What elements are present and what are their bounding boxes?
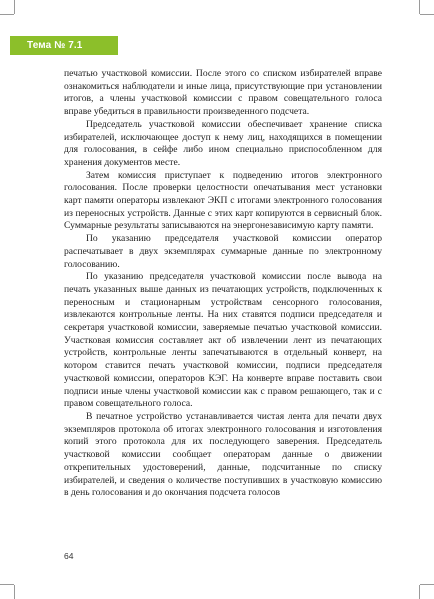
crop-mark <box>419 585 420 599</box>
crop-mark <box>14 0 15 14</box>
crop-mark <box>419 0 420 14</box>
paragraph: По указанию председателя участковой комиссии после вывода на печать указанных выше данных из печатающих устройств, подключенных к переносным и стационарным устройствам сенсорного голосования, извлекаются контрольные ленты. На них ставятся подписи председателя и секретаря участковой комиссии, заверяемые печатью участковой комиссии. Участковая комиссия составляет акт об извлечении лент из печатающих устройств, контрольные ленты запечатываются в отдельный конверт, на котором ставится печать участковой комиссии, подписи председателя участковой комиссии, операторов КЭГ. На конверте вправе поставить свои подписи иные члены участковой комиссии как с правом решающего, так и с правом совещательного голоса. <box>64 271 382 410</box>
paragraph: Председатель участковой комиссии обеспечивает хранение списка избирателей, исключающее доступ к нему лиц, находящихся в помещении для голосования, в сейфе либо ином специально приспособленном для хранения документов месте. <box>64 118 382 168</box>
crop-mark <box>0 584 14 585</box>
page-body <box>64 68 382 500</box>
paragraph: Затем комиссия приступает к подведению итогов электронного голосования. После проверки целостности опечатывания мест установки карт памяти операторы извлекают ЭКП с итогами электронного голосования из переносных устройств. Данные с этих карт копируются в сервисный блок. Суммарные результаты записываются на энергонезависимую карту памяти. <box>64 169 382 232</box>
crop-mark <box>0 14 14 15</box>
crop-mark <box>14 585 15 599</box>
paragraph: печатью участковой комиссии. После этого со списком избирателей вправе ознакомиться наблюдатели и иные лица, присутствующие при установлении итогов, а члены участковой комиссии с правом совещательного голоса вправе убедиться в правильности произведенного подсчета. <box>64 68 382 118</box>
topic-label: Тема № 7.1 <box>10 36 118 55</box>
crop-mark <box>420 584 434 585</box>
paragraph: В печатное устройство устанавливается чистая лента для печати двух экземпляров протокола об итогах электронного голосования и изготовления копий этого протокола для их последующего заверения. Председатель участковой комиссии сообщает операторам данные о движении открепительных удостоверений, данные, подсчитанные по списку избирателей, и сведения о количестве поступивших в участковую комиссию в день голосования и до окончания подсчета голосов <box>64 410 382 499</box>
paragraph: По указанию председателя участковой комиссии оператор распечатывает в двух экземплярах суммарные данные по электронному голосованию. <box>64 233 382 270</box>
page-number: 64 <box>64 551 74 561</box>
crop-mark <box>420 14 434 15</box>
